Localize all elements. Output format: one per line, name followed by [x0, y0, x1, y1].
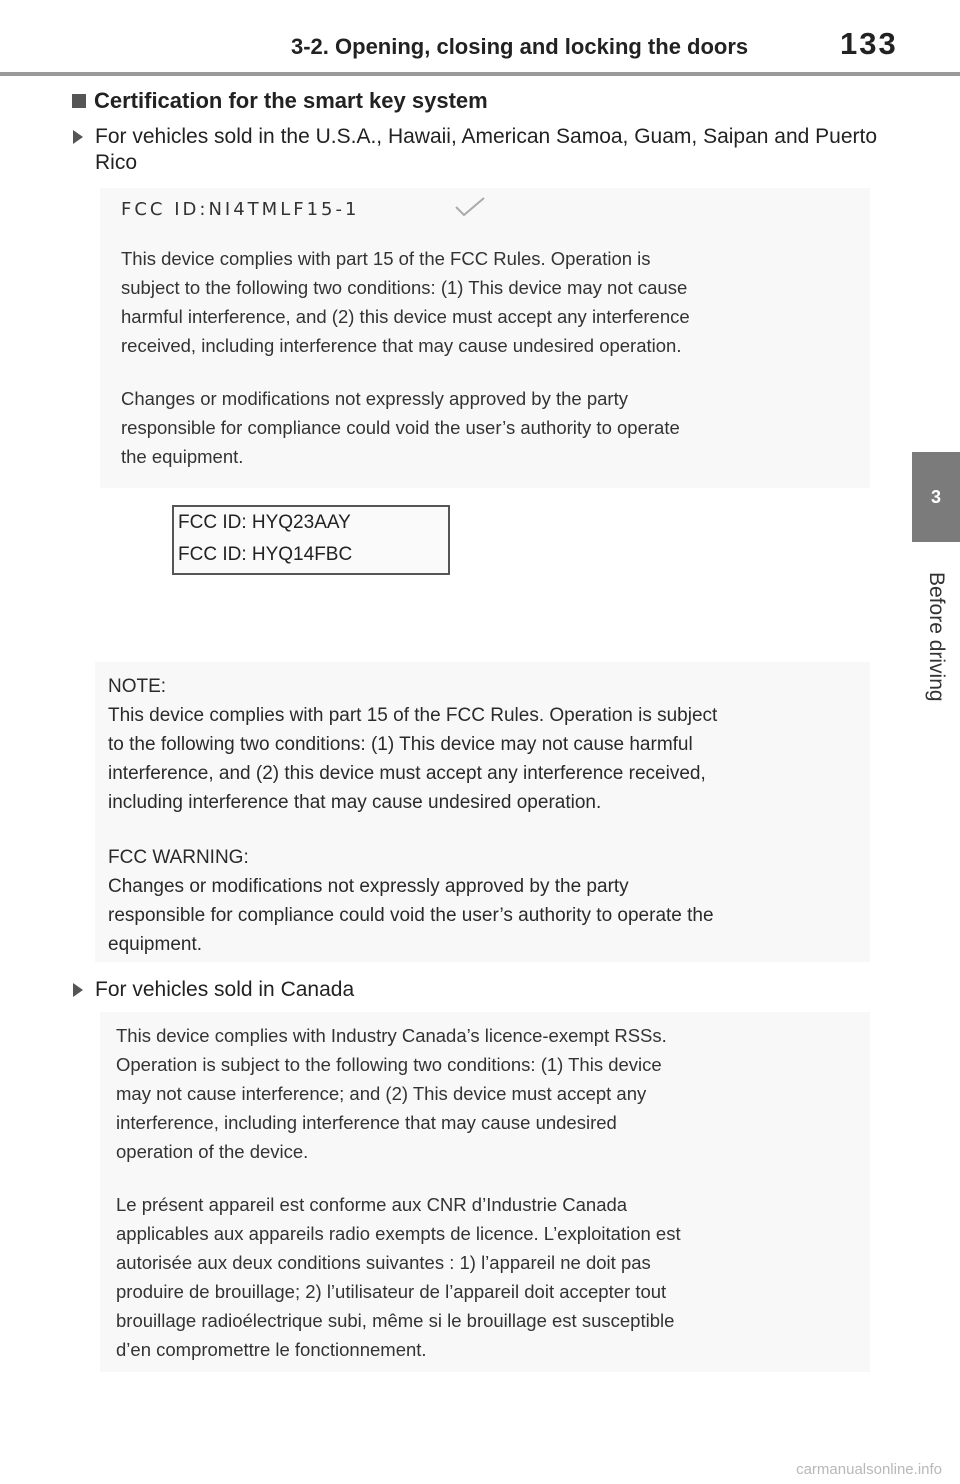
fcc-id-line: FCC ID: HYQ14FBC: [178, 544, 353, 565]
fcc-id-box: [172, 505, 450, 575]
text-line: equipment.: [108, 934, 203, 955]
page-number: 133: [840, 26, 898, 61]
text-line: to the following two conditions: (1) This device may not cause harmful: [108, 734, 693, 755]
fcc-id-line: FCC ID: HYQ23AAY: [178, 512, 351, 533]
fcc-warning-block: [108, 843, 868, 959]
text-line: responsible for compliance could void the user’s authority to operate the: [108, 905, 714, 926]
text-line: interference, including interference that may cause undesired: [116, 1112, 617, 1133]
text-line: responsible for compliance could void the user’s authority to operate: [121, 417, 680, 438]
text-line: This device complies with part 15 of the FCC Rules. Operation is: [121, 248, 651, 269]
us-bullet: [73, 124, 893, 176]
warning-heading: FCC WARNING:: [108, 847, 249, 868]
fcc-changes-paragraph: [121, 384, 861, 471]
chapter-tab: [912, 452, 960, 542]
chapter-side-label: [912, 552, 960, 722]
fcc-compliance-paragraph: [121, 244, 861, 360]
triangle-bullet-icon: [73, 130, 83, 144]
text-line: subject to the following two conditions: (1) This device may not cause: [121, 277, 688, 298]
text-line: Changes or modifications not expressly approved by the party: [108, 876, 629, 897]
chapter-section-title: 3-2. Opening, closing and locking the doors: [291, 34, 749, 59]
note-heading: NOTE:: [108, 676, 167, 697]
check-mark-icon: [452, 195, 488, 219]
canada-bullet-text: For vehicles sold in Canada: [95, 978, 355, 1001]
text-line: the equipment.: [121, 446, 244, 467]
text-line: received, including interference that may cause undesired operation.: [121, 335, 682, 356]
fcc-id-text: FCC ID:NI4TMLF15-1: [121, 199, 360, 220]
text-line: Changes or modifications not expressly approved by the party: [121, 388, 628, 409]
text-line: harmful interference, and (2) this device must accept any interference: [121, 306, 690, 327]
watermark-text: carmanualsonline.info: [796, 1461, 942, 1478]
text-line: Operation is subject to the following two conditions: (1) This device: [116, 1054, 662, 1075]
text-line: may not cause interference; and (2) This device must accept any: [116, 1083, 647, 1104]
section-title: Certification for the smart key system: [94, 88, 488, 113]
text-line: interference, and (2) this device must accept any interference received,: [108, 763, 706, 784]
text-line: including interference that may cause undesired operation.: [108, 792, 602, 813]
text-line: autorisée aux deux conditions suivantes : 1) l’appareil ne doit pas: [116, 1252, 651, 1273]
section-heading: [72, 88, 488, 114]
text-line: produire de brouillage; 2) l’utilisateur de l’appareil doit accepter tout: [116, 1281, 667, 1302]
chapter-label: Before driving: [925, 572, 948, 702]
text-line: brouillage radioélectrique subi, même si le brouillage est susceptible: [116, 1310, 675, 1331]
square-bullet-icon: [72, 94, 86, 108]
triangle-bullet-icon: [73, 983, 83, 997]
canada-french-paragraph: [116, 1190, 856, 1364]
us-bullet-text: For vehicles sold in the U.S.A., Hawaii, American Samoa, Guam, Saipan and Puerto Rico: [95, 125, 878, 174]
text-line: operation of the device.: [116, 1141, 309, 1162]
text-line: d’en compromettre le fonctionnement.: [116, 1339, 427, 1360]
text-line: This device complies with part 15 of the FCC Rules. Operation is subject: [108, 705, 718, 726]
text-line: Le présent appareil est conforme aux CNR d’Industrie Canada: [116, 1194, 628, 1215]
fcc-note-block: [108, 672, 868, 817]
header-divider: [0, 72, 960, 76]
text-line: This device complies with Industry Canada’s licence-exempt RSSs.: [116, 1025, 667, 1046]
chapter-number: 3: [930, 486, 941, 507]
canada-bullet: [73, 977, 893, 1003]
canada-english-paragraph: [116, 1021, 856, 1166]
text-line: applicables aux appareils radio exempts de licence. L’exploitation est: [116, 1223, 681, 1244]
